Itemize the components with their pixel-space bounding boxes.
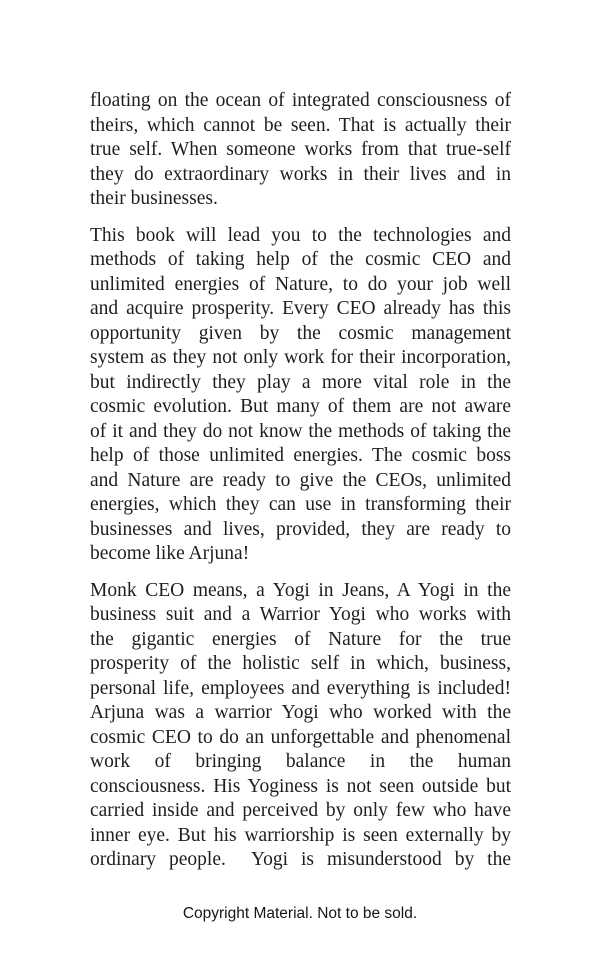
text-line: theirs, which cannot be seen. That is actually their xyxy=(90,114,511,136)
text-line: cosmic CEO to do an unforgettable and phenomenal xyxy=(90,726,511,748)
text-line: energies, which they can use in transforming their xyxy=(90,494,511,515)
text-line: floating on the ocean of integrated consciousness of xyxy=(90,90,511,111)
paragraph xyxy=(90,89,511,212)
text-line: the gigantic energies of Nature for the true xyxy=(90,628,511,650)
text-line: work of bringing balance in the human xyxy=(90,751,511,772)
paragraph xyxy=(90,579,511,873)
text-line: consciousness. His Yoginess is not seen outside but xyxy=(90,775,511,797)
text-line: and acquire prosperity. Every CEO already has this xyxy=(90,298,511,319)
text-line: personal life, employees and everything is included! xyxy=(90,677,511,699)
text-line: inner eye. But his warriorship is seen externally by xyxy=(90,824,511,846)
text-line: Monk CEO means, a Yogi in Jeans, A Yogi in the xyxy=(90,579,511,601)
text-line: they do extraordinary works in their lives and in xyxy=(90,163,511,185)
text-line: businesses and lives, provided, they are ready to xyxy=(90,518,511,540)
text-line: ordinary people. Yogi is misunderstood by the xyxy=(90,849,511,870)
text-line: Arjuna was a warrior Yogi who worked with the xyxy=(90,702,511,723)
text-line: become like Arjuna! xyxy=(90,543,250,564)
text-line: prosperity of the holistic self in which, business, xyxy=(90,653,511,674)
text-line: carried inside and perceived by only few who have xyxy=(90,800,511,821)
text-line: This book will lead you to the technologies and xyxy=(90,224,511,246)
text-line: business suit and a Warrior Yogi who works with xyxy=(90,604,511,625)
page-body-text xyxy=(90,89,511,885)
text-line: help of those unlimited energies. The cosmic boss xyxy=(90,445,511,466)
text-line: and Nature are ready to give the CEOs, unlimited xyxy=(90,469,511,491)
text-line: of it and they do not know the methods of taking the xyxy=(90,420,511,442)
text-line: but indirectly they play a more vital role in the xyxy=(90,371,511,393)
text-line: unlimited energies of Nature, to do your job well xyxy=(90,273,511,295)
text-line: system as they not only work for their incorporation, xyxy=(90,347,511,368)
text-line: opportunity given by the cosmic management xyxy=(90,322,511,344)
text-line: their businesses. xyxy=(90,188,218,209)
text-line: cosmic evolution. But many of them are not aware xyxy=(90,396,511,417)
text-line: true self. When someone works from that true-self xyxy=(90,139,511,160)
copyright-notice: Copyright Material. Not to be sold. xyxy=(182,905,418,922)
paragraph xyxy=(90,224,511,567)
text-line: methods of taking help of the cosmic CEO and xyxy=(90,249,511,270)
